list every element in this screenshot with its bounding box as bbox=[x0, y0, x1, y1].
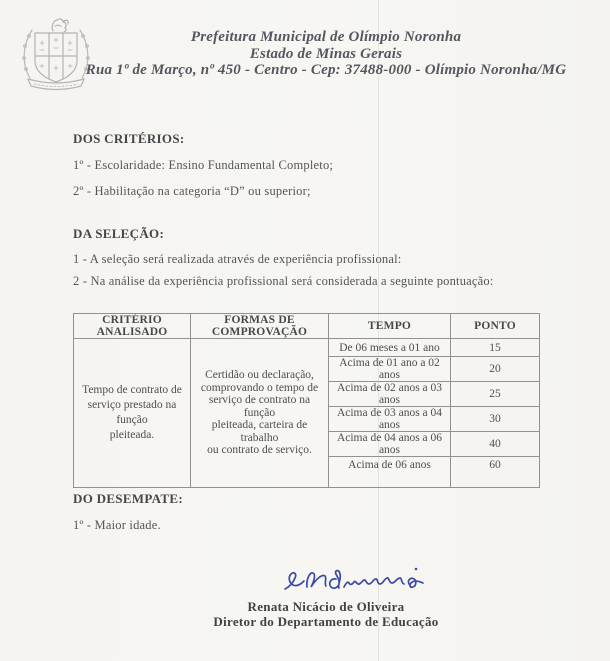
tempo-cell: Acima de 06 anos bbox=[329, 457, 451, 488]
ponto-cell: 15 bbox=[451, 339, 540, 357]
section-heading-desempate: DO DESEMPATE: bbox=[73, 491, 183, 506]
section-heading-selecao: DA SELEÇÃO: bbox=[73, 226, 165, 241]
tempo-cell: Acima de 04 anos a 06 anos bbox=[329, 432, 451, 457]
tempo-cell: Acima de 03 anos a 04 anos bbox=[329, 407, 451, 432]
criterio-cell bbox=[74, 339, 191, 488]
banner-ribbon-icon bbox=[28, 79, 84, 90]
section-heading-criterios: DOS CRITÉRIOS: bbox=[73, 131, 185, 146]
desempate-item-1: 1º - Maior idade. bbox=[73, 518, 161, 532]
ponto-cell: 20 bbox=[451, 357, 540, 382]
signer-name: Renata Nicácio de Oliveira bbox=[247, 599, 405, 614]
ponto-cell: 40 bbox=[451, 432, 540, 457]
comprovacao-line: ou contrato de serviço. bbox=[207, 444, 312, 457]
table-row bbox=[74, 339, 540, 357]
crest-lion-icon bbox=[52, 19, 68, 32]
ponto-cell: 25 bbox=[451, 382, 540, 407]
comprovacao-line: Certidão ou declaração, bbox=[205, 369, 314, 382]
criterio-line: pleiteada. bbox=[109, 429, 155, 441]
selecao-item-1: 1 - A seleção será realizada através de experiência profissional: bbox=[73, 252, 402, 266]
ponto-cell: 60 bbox=[451, 457, 540, 488]
comprovacao-line: pleiteada, carteira de trabalho bbox=[211, 419, 308, 444]
criterio-line: serviço prestado na função bbox=[87, 399, 177, 426]
comprovacao-line: comprovando o tempo de bbox=[200, 381, 319, 394]
letterhead-line2: Estado de Minas Gerais bbox=[249, 45, 403, 62]
selecao-item-2: 2 - Na análise da experiência profissional será considerada a seguinte pontuação: bbox=[73, 274, 494, 288]
criterios-item-2: 2º - Habilitação na categoria “D” ou superior; bbox=[73, 184, 311, 198]
col-header-criterio: CRITÉRIO ANALISADO bbox=[74, 314, 191, 339]
col-header-tempo: TEMPO bbox=[329, 314, 451, 339]
col-header-comprovacao: FORMAS DE COMPROVAÇÃO bbox=[191, 314, 329, 339]
letterhead bbox=[70, 29, 582, 79]
table-header-row bbox=[74, 314, 540, 339]
handwritten-signature bbox=[281, 565, 437, 599]
signer-title: Diretor do Departamento de Educação bbox=[213, 614, 439, 629]
pontuacao-table bbox=[73, 313, 540, 488]
tempo-cell: Acima de 02 anos a 03 anos bbox=[329, 382, 451, 407]
col-header-ponto: PONTO bbox=[451, 314, 540, 339]
tempo-cell: De 06 meses a 01 ano bbox=[329, 339, 451, 357]
comprovacao-line: serviço de contrato na função bbox=[208, 394, 311, 419]
letterhead-line3: Rua 1º de Março, nº 450 - Centro - Cep: 37488-000 - Olímpio Noronha/MG bbox=[85, 62, 567, 78]
criterios-item-1: 1º - Escolaridade: Ensino Fundamental Completo; bbox=[73, 158, 334, 172]
criterio-line: Tempo de contrato de bbox=[82, 384, 182, 396]
tempo-cell: Acima de 01 ano a 02 anos bbox=[329, 357, 451, 382]
letterhead-line1: Prefeitura Municipal de Olímpio Noronha bbox=[190, 29, 462, 45]
comprovacao-cell bbox=[191, 339, 329, 488]
ponto-cell: 30 bbox=[451, 407, 540, 432]
